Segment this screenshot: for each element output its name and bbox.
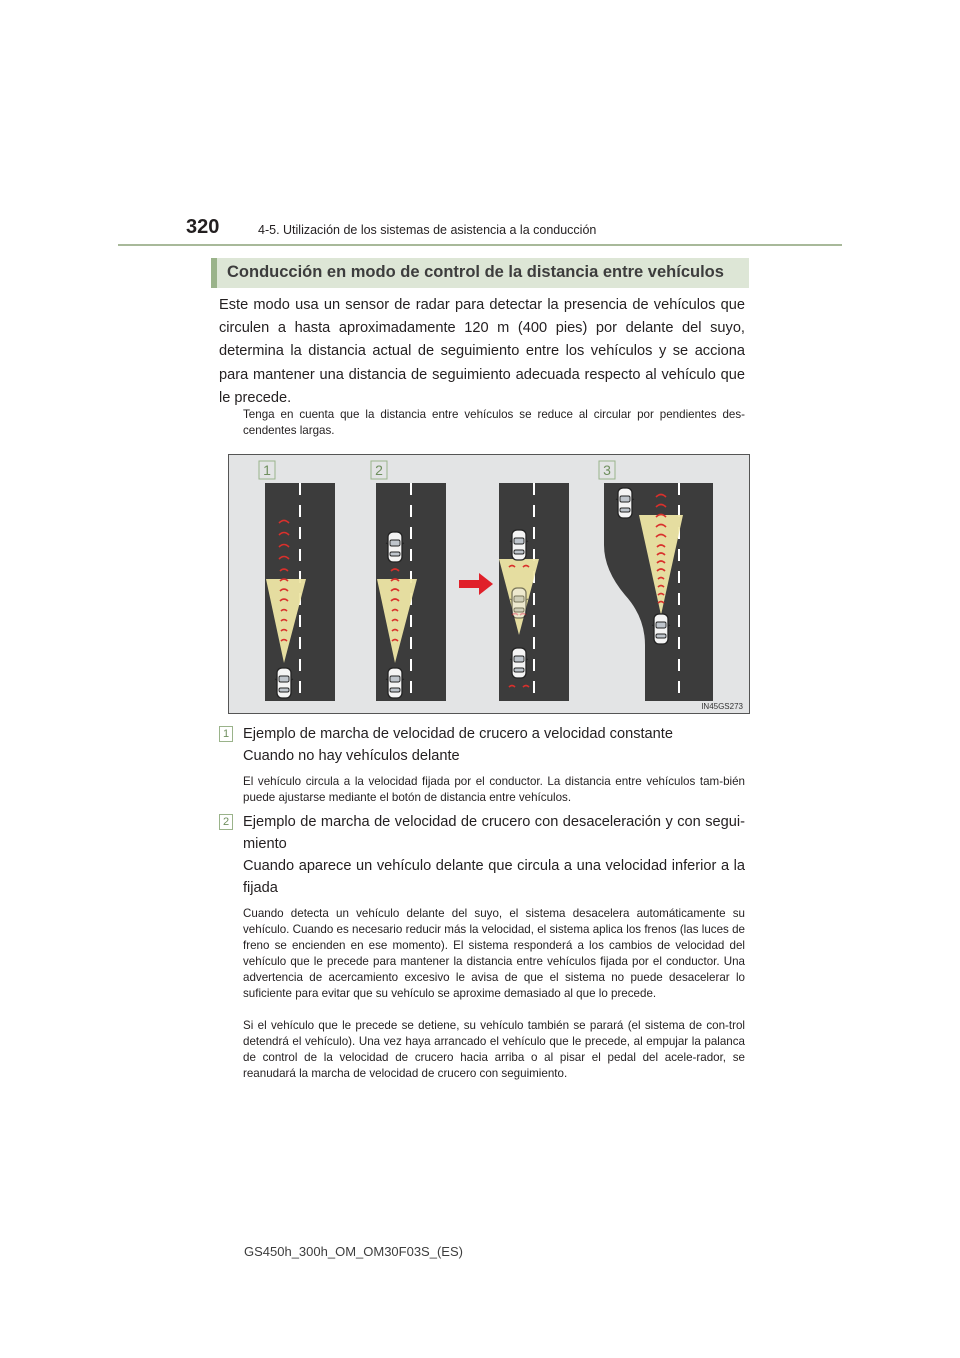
item-2-subtitle: Cuando aparece un vehículo delante que circula a una velocidad inferior a la fijada [243,858,745,896]
chapter-title: 4-5. Utilización de los sistemas de asistencia a la conducción [258,223,597,237]
figure-code: IN45GS273 [701,702,743,711]
figure-label-2: 2 [375,462,383,478]
own-vehicle-icon [275,668,293,698]
preceding-vehicle-icon [616,488,634,518]
item-1-title: Ejemplo de marcha de velocidad de crucero a velocidad constante [243,726,673,742]
item-2-title: Ejemplo de marcha de velocidad de crucero con desaceleración y con segui-miento [243,814,745,852]
own-vehicle-icon [652,614,670,644]
item-badge-2: 2 [219,814,233,830]
item-badge-1: 1 [219,726,233,742]
road-scene-1 [265,483,335,701]
preceding-vehicle-icon [510,530,528,560]
road-scene-2 [376,483,446,701]
item-1-subtitle: Cuando no hay vehículos delante [243,748,460,764]
item-2-description-1: Cuando detecta un vehículo delante del suyo, el sistema desacelera automáticamente su vehículo. Cuando es necesario reducir más la velocidad, el sistema aplica los frenos (las luces de freno se encienden en ese momento). El sistema responderá a los cambios de velocidad del vehículo que le precede para mantener la distancia entre vehículos fijada por el conductor. Una advertencia de acercamiento excesivo le avisa de que el sistema no puede desacelerar lo suficiente para evitar que su vehículo se aproxime demasiado al que lo precede. [243,907,745,1000]
item-2-description-2: Si el vehículo que le precede se detiene, su vehículo también se parará (el sistema de con-trol detendrá el vehículo). Una vez haya arrancado el vehículo que le precede, al empujar la palanca de control de la velocidad de crucero hacia arriba o al pisar el pedal del acele-rador, se reanudará la marcha de velocidad de crucero con seguimiento. [243,1019,745,1080]
road-scene-3 [499,483,569,701]
own-vehicle-icon [510,588,528,618]
road-scene-4 [604,483,713,701]
intro-note: Tenga en cuenta que la distancia entre vehículos se reduce al circular por pendientes des-cendentes largas. [243,408,745,437]
figure-label-1: 1 [263,462,271,478]
own-vehicle-icon [386,668,404,698]
transition-arrow-icon [459,573,493,595]
document-code: GS450h_300h_OM_OM30F03S_(ES) [244,1244,463,1259]
section-title: Conducción en modo de control de la distancia entre vehículos [227,263,724,281]
figure-label-3: 3 [603,462,611,478]
item-1-description: El vehículo circula a la velocidad fijada por el conductor. La distancia entre vehículos tam-bién puede ajustarse mediante el botón de distancia entre vehículos. [243,775,745,804]
section-title-bar [211,258,749,288]
header-divider [118,244,842,246]
page-number: 320 [186,216,220,238]
intro-paragraph: Este modo usa un sensor de radar para detectar la presencia de vehículos que circulen a hasta aproximadamente 120 m (400 pies) por delante del suyo, determina la distancia actual de seguimiento entre los vehículos y se acciona para mantener una distancia de seguimiento adecuada respecto al vehículo que le precede. [219,297,745,406]
radar-cruise-illustration [228,454,750,714]
radar-cruise-diagram [229,455,749,713]
preceding-vehicle-icon [386,532,404,562]
own-vehicle-icon [510,648,528,678]
